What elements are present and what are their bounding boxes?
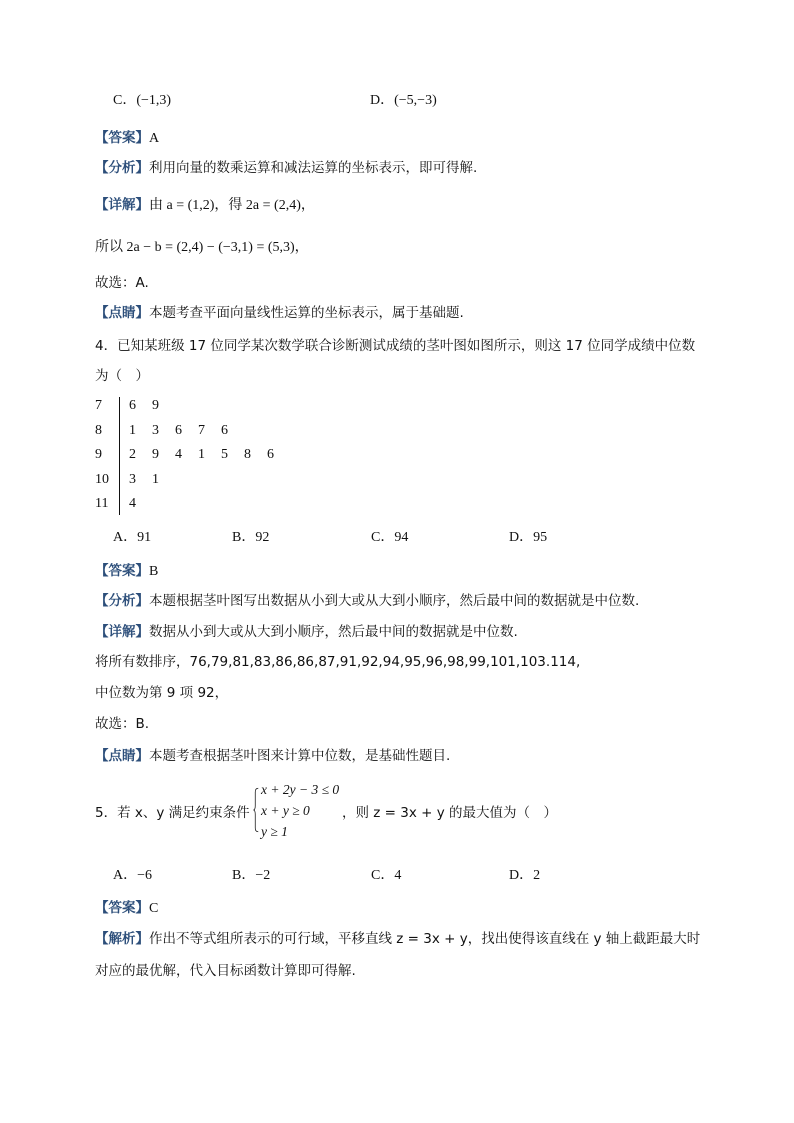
stem-row <box>95 419 290 444</box>
q5-stem-prefix <box>95 803 250 823</box>
choose-text: 故选：B. <box>95 716 150 732</box>
q4-stem-text-2: 为（ ） <box>95 368 149 384</box>
leaf: 3 <box>152 422 159 438</box>
leaf: 1 <box>129 422 136 438</box>
stem-row <box>95 492 290 517</box>
analysis-tag: 【分析】 <box>95 160 149 176</box>
q5-analysis-line-2 <box>95 961 356 981</box>
q5-option-d: D．2 <box>509 868 541 883</box>
answer-tag: 【答案】 <box>95 563 149 579</box>
stem-row <box>95 443 290 468</box>
q3-comment-line <box>95 303 464 323</box>
q4-answer-line <box>95 561 158 582</box>
q3-answer-line <box>95 128 159 149</box>
q3-choose-line <box>95 273 149 293</box>
detail-text-2: 所以 2a − b = (2,4) − (−3,1) = (5,3)， <box>95 240 309 255</box>
q4-choose-line <box>95 714 149 734</box>
q4-sorted-line <box>95 652 580 672</box>
leaf: 4 <box>175 447 182 463</box>
q3-option-c: C．(−1,3) <box>113 93 172 108</box>
q4-option-d: D．95 <box>509 530 548 545</box>
choose-text: 故选：A. <box>95 275 149 291</box>
leaf-values <box>119 398 175 414</box>
leaf: 8 <box>244 447 251 463</box>
constraint-2: x + y ≥ 0 <box>261 803 310 818</box>
comment-tag: 【点睛】 <box>95 305 149 321</box>
detail-tag: 【详解】 <box>95 197 149 213</box>
leaf: 9 <box>152 447 159 463</box>
median-text: 中位数为第 9 项 92， <box>95 685 229 701</box>
stem-value: 10 <box>95 471 109 487</box>
q3-detail-line-2 <box>95 237 309 258</box>
q5-stem-prefix-text: 5．若 x、y 满足约束条件 <box>95 805 250 821</box>
constraint-3: y ≥ 1 <box>261 824 288 839</box>
q5-option-c: C．4 <box>371 868 402 883</box>
q4-detail-line <box>95 622 518 642</box>
sorted-text: 将所有数排序，76,79,81,83,86,86,87,91,92,94,95,96,98,99,101,103.114, <box>95 654 581 670</box>
q3-detail-line <box>95 195 315 216</box>
q5-analysis-line <box>95 929 700 949</box>
answer-tag: 【答案】 <box>95 900 149 916</box>
q5-stem-suffix <box>342 803 557 823</box>
stem-row <box>95 394 290 419</box>
stem-value: 8 <box>95 422 102 438</box>
leaf: 2 <box>129 447 136 463</box>
q5-option-a: A．−6 <box>113 868 153 883</box>
leaf: 4 <box>129 496 136 512</box>
stem-row <box>95 468 290 493</box>
q5-option-b: B．−2 <box>232 868 271 883</box>
answer-value: B <box>149 564 159 579</box>
answer-value: C <box>149 901 159 916</box>
q4-stem-line-1 <box>95 336 695 356</box>
q4-median-line <box>95 683 228 703</box>
comment-text: 本题考查平面向量线性运算的坐标表示，属于基础题. <box>149 305 464 321</box>
analysis-text: 利用向量的数乘运算和减法运算的坐标表示，即可得解. <box>149 160 478 176</box>
stem-leaf-plot <box>95 394 290 517</box>
leaf: 1 <box>152 471 159 487</box>
leaf: 7 <box>198 422 205 438</box>
left-brace-icon <box>253 782 259 838</box>
stem-value: 9 <box>95 447 102 463</box>
leaf: 6 <box>175 422 182 438</box>
comment-tag: 【点睛】 <box>95 748 149 764</box>
q4-analysis-line <box>95 591 639 611</box>
detail-text: 由 a = (1,2)，得 2a = (2,4)， <box>149 198 315 213</box>
detail-text: 数据从小到大或从大到小顺序，然后最中间的数据就是中位数. <box>149 624 518 640</box>
leaf: 1 <box>198 447 205 463</box>
q4-stem-line-2 <box>95 366 149 386</box>
stem-value: 11 <box>95 496 109 512</box>
analysis-text-2: 对应的最优解，代入目标函数计算即可得解. <box>95 963 356 979</box>
answer-value: A <box>149 131 160 146</box>
leaf-values <box>119 423 244 439</box>
leaf-values <box>119 496 152 512</box>
q4-stem-text-1: 4．已知某班级 17 位同学某次数学联合诊断测试成绩的茎叶图如图所示，则这 17 位同学成绩中位数 <box>95 338 696 354</box>
answer-tag: 【答案】 <box>95 130 149 146</box>
leaf: 5 <box>221 447 228 463</box>
leaf-values <box>119 472 175 488</box>
leaf: 6 <box>221 422 228 438</box>
analysis-text: 本题根据茎叶图写出数据从小到大或从大到小顺序，然后最中间的数据就是中位数. <box>149 593 640 609</box>
comment-text: 本题考查根据茎叶图来计算中位数，是基础性题目. <box>149 748 451 764</box>
leaf: 6 <box>267 447 274 463</box>
analysis-tag: 【解析】 <box>95 931 149 947</box>
constraint-system <box>253 782 343 842</box>
analysis-text-1: 作出不等式组所表示的可行域，平移直线 z = 3x + y，找出使得该直线在 y 轴上截距最大时 <box>149 931 701 947</box>
q4-option-b: B．92 <box>232 530 270 545</box>
q4-option-c: C．94 <box>371 530 409 545</box>
q5-stem-suffix-text: ，则 z = 3x + y 的最大值为（ ） <box>342 805 558 821</box>
q3-analysis-line <box>95 158 477 178</box>
analysis-tag: 【分析】 <box>95 593 149 609</box>
q4-option-a: A．91 <box>113 530 152 545</box>
leaf: 3 <box>129 471 136 487</box>
stem-value: 7 <box>95 398 102 414</box>
q5-answer-line <box>95 898 158 919</box>
leaf: 6 <box>129 398 136 414</box>
leaf: 9 <box>152 398 159 414</box>
detail-tag: 【详解】 <box>95 624 149 640</box>
q3-option-d: D．(−5,−3) <box>370 93 437 108</box>
q4-comment-line <box>95 746 450 766</box>
leaf-values <box>119 447 290 463</box>
constraint-1: x + 2y − 3 ≤ 0 <box>261 782 340 797</box>
